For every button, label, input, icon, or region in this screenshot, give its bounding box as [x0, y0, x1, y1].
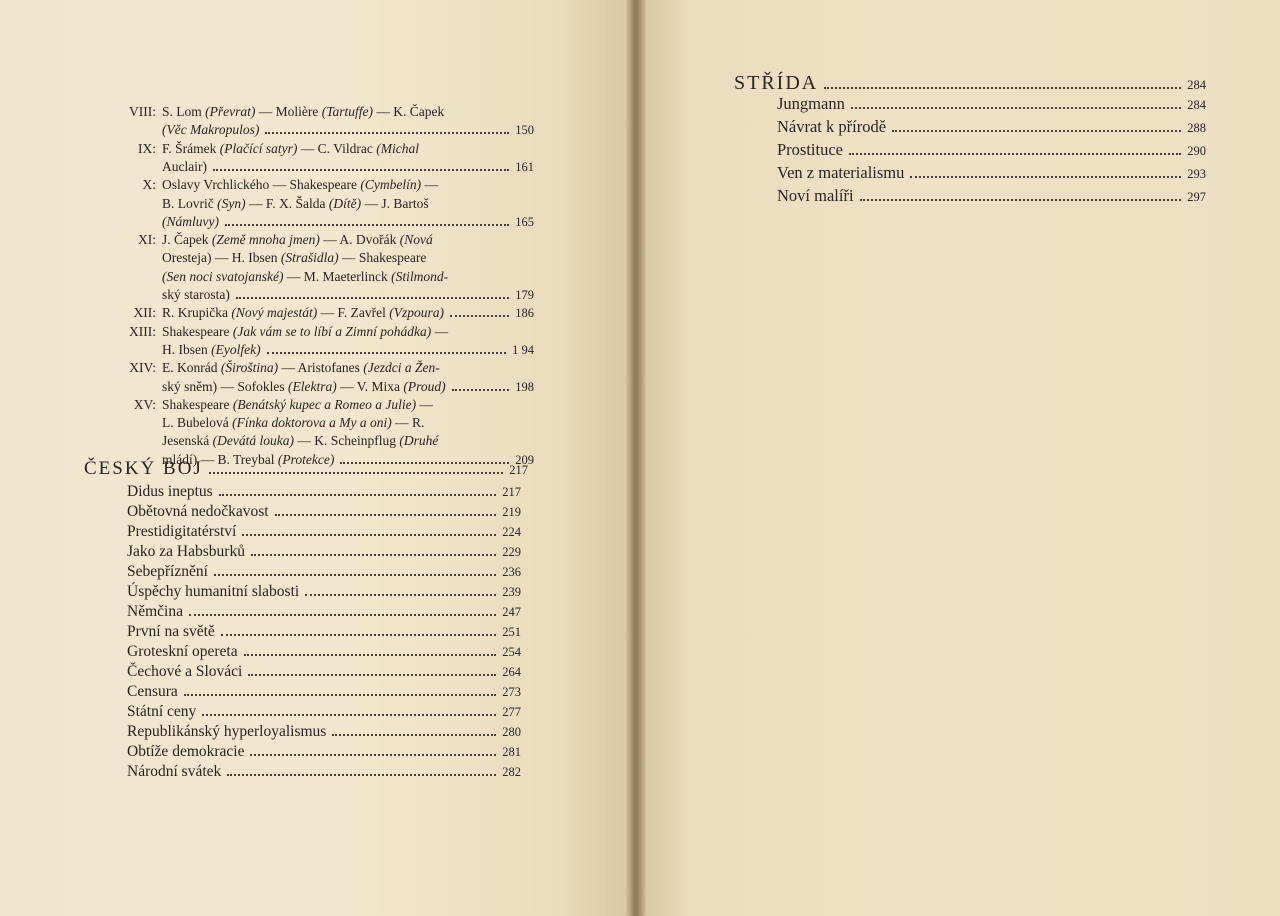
page-number: 229	[502, 545, 521, 559]
act-entry-last-line	[162, 214, 534, 230]
toc-entry	[127, 563, 521, 581]
entry-title: Sebepříznění	[127, 563, 208, 580]
entry-title: Úspěchy humanitní slabosti	[127, 583, 300, 600]
page-number: 165	[515, 214, 534, 229]
page-number: 280	[502, 725, 521, 739]
act-entry-last-line	[162, 379, 534, 395]
page-number: 264	[502, 665, 521, 679]
act-entry-last-line	[162, 287, 534, 303]
entry-title: Němčina	[127, 603, 183, 620]
act-entry-last-line	[162, 305, 534, 321]
dot-leader	[251, 553, 496, 556]
entry-title: Návrat k přírodě	[777, 117, 887, 136]
entry-title: Noví malíři	[777, 186, 854, 205]
entry-title: Obětovná nedočkavost	[127, 503, 269, 520]
dot-leader	[450, 314, 509, 317]
toc-entry	[127, 583, 521, 601]
page-number: 251	[502, 625, 521, 639]
dot-leader	[242, 533, 496, 536]
dot-leader	[248, 673, 496, 676]
page-number: 288	[1187, 121, 1206, 135]
page-number: 239	[502, 585, 521, 599]
section-title: STŘÍDA	[734, 72, 819, 94]
toc-entry	[127, 523, 521, 541]
toc-entry	[127, 543, 521, 561]
page-number: 219	[502, 505, 521, 519]
dot-leader	[452, 388, 510, 391]
dot-leader	[851, 106, 1181, 109]
dot-leader	[213, 168, 509, 171]
page-number: 179	[515, 288, 534, 302]
dot-leader	[267, 351, 507, 354]
act-text: ský sněm) — Sofokles (Elektra) — V. Mixa (Proud)	[162, 378, 446, 394]
dot-leader	[184, 693, 496, 696]
toc-entry	[127, 743, 521, 761]
entry-title: Čechové a Slováci	[127, 663, 243, 680]
entry-title: První na světě	[127, 623, 215, 640]
act-text: E. Konrád (Široština) — Aristofanes (Jezdci a Žen-	[162, 360, 440, 376]
page-number: 224	[502, 525, 521, 539]
page-number: 217	[502, 485, 521, 499]
dot-leader	[892, 129, 1181, 132]
page-number: 209	[515, 452, 534, 467]
page-number: 281	[502, 745, 521, 759]
act-text: mládí) — B. Treybal (Protekce)	[162, 451, 335, 467]
entry-title: Národní svátek	[127, 763, 222, 780]
act-text: Shakespeare (Benátský kupec a Romeo a Julie) —	[162, 396, 434, 412]
act-entry-last-line	[162, 159, 534, 175]
right-page	[640, 0, 1280, 916]
act-text: (Námluvy)	[162, 213, 219, 229]
entry-title: Jungmann	[777, 94, 845, 113]
dot-leader	[849, 152, 1181, 155]
book-gutter	[626, 0, 646, 916]
page-number: 254	[502, 645, 521, 659]
section-title: ČESKÝ BOJ	[84, 458, 203, 479]
dot-leader	[219, 493, 497, 496]
act-text: L. Bubelová (Fínka doktorova a My a oni) — R.	[162, 415, 425, 431]
act-text: J. Čapek (Země mnoha jmen) — A. Dvořák (Nová	[162, 232, 433, 248]
toc-entry	[127, 483, 521, 501]
page-number: 247	[502, 605, 521, 619]
act-number: XIII:	[129, 323, 156, 339]
page-number: 273	[502, 685, 521, 699]
dot-leader	[202, 713, 496, 716]
entry-title: Didus ineptus	[127, 483, 213, 500]
dot-leader	[910, 175, 1181, 178]
toc-section-cesky-boj	[84, 458, 528, 480]
act-number: XI:	[138, 232, 156, 248]
dot-leader	[227, 773, 496, 776]
page-number: 284	[1187, 78, 1206, 92]
toc-entry	[127, 703, 521, 721]
entry-title: Prostituce	[777, 140, 843, 159]
act-entry-last-line	[162, 342, 534, 358]
act-text: F. Šrámek (Plačící satyr) — C. Vildrac (Michal	[162, 140, 419, 156]
toc-entry	[777, 94, 1206, 114]
dot-leader	[332, 733, 496, 736]
act-text: (Věc Makropulos)	[162, 122, 260, 138]
toc-entry	[777, 186, 1206, 206]
dot-leader	[250, 753, 496, 756]
act-number: XIV:	[129, 360, 156, 376]
dot-leader	[236, 296, 509, 299]
page-number: 293	[1187, 167, 1206, 181]
act-entry-last-line	[162, 122, 534, 138]
dot-leader	[221, 633, 496, 636]
page-number: 282	[502, 765, 521, 779]
act-text: Shakespeare (Jak vám se to líbí a Zimní pohádka) —	[162, 323, 449, 339]
dot-leader	[824, 86, 1181, 89]
toc-entry	[777, 117, 1206, 137]
dot-leader	[275, 513, 497, 516]
act-text: B. Lovrič (Syn) — F. X. Šalda (Dítě) — J. Bartoš	[162, 195, 429, 211]
toc-entry	[127, 723, 521, 741]
page-number: 297	[1187, 190, 1206, 204]
entry-title: Jako za Habsburků	[127, 543, 245, 560]
page-number: 161	[515, 159, 534, 174]
act-text: H. Ibsen (Eyolfek)	[162, 341, 261, 357]
dot-leader	[860, 198, 1182, 201]
act-text: S. Lom (Převrat) — Molière (Tartuffe) — K. Čapek	[162, 104, 445, 119]
toc-entry	[127, 623, 521, 641]
act-text: Auclair)	[162, 158, 207, 174]
page-number: 1 94	[512, 342, 534, 357]
toc-entry	[127, 763, 521, 781]
toc-entry	[127, 663, 521, 681]
toc-entry	[127, 603, 521, 621]
act-number: VIII:	[129, 104, 156, 119]
dot-leader	[265, 131, 509, 134]
act-text: R. Krupička (Nový majestát) — F. Zavřel (Vzpoura)	[162, 305, 444, 321]
dot-leader	[209, 471, 503, 474]
page-number: 186	[515, 306, 534, 321]
page-number: 198	[515, 379, 534, 394]
act-number: XII:	[133, 305, 156, 321]
dot-leader	[305, 593, 496, 596]
act-number: IX:	[138, 140, 156, 156]
toc-section-strida	[734, 72, 1206, 95]
act-text: ský starosta)	[162, 287, 230, 302]
entry-title: Ven z materialismu	[777, 163, 905, 182]
toc-entry	[127, 503, 521, 521]
toc-entry	[777, 140, 1206, 160]
act-text: Oresteja) — H. Ibsen (Strašidla) — Shakespeare	[162, 250, 427, 266]
act-text: (Sen noci svatojanské) — M. Maeterlinck (Stilmond-	[162, 268, 449, 284]
entry-title: Obtíže demokracie	[127, 743, 245, 760]
entry-title: Censura	[127, 683, 178, 700]
page-number: 150	[515, 123, 534, 138]
page-number: 284	[1187, 98, 1206, 112]
entry-title: Prestidigitatérství	[127, 523, 237, 540]
toc-entry	[127, 683, 521, 701]
page-number: 290	[1187, 144, 1206, 158]
act-number: XV:	[133, 396, 156, 412]
dot-leader	[225, 223, 509, 226]
entry-title: Republikánský hyperloyalismus	[127, 723, 327, 740]
page-number: 277	[502, 705, 521, 719]
dot-leader	[244, 653, 497, 656]
toc-entry	[127, 643, 521, 661]
act-text: Jesenská (Devátá louka) — K. Scheinpflug (Druhé	[162, 433, 439, 449]
entry-title: Státní ceny	[127, 703, 197, 720]
dot-leader	[214, 573, 496, 576]
dot-leader	[189, 613, 496, 616]
act-text: Oslavy Vrchlického — Shakespeare (Cymbelín) —	[162, 177, 438, 193]
page-number: 236	[502, 565, 521, 579]
entry-title: Groteskní opereta	[127, 643, 238, 660]
act-number: X:	[142, 177, 156, 193]
toc-entry	[777, 163, 1206, 183]
page-number: 217	[509, 463, 528, 477]
